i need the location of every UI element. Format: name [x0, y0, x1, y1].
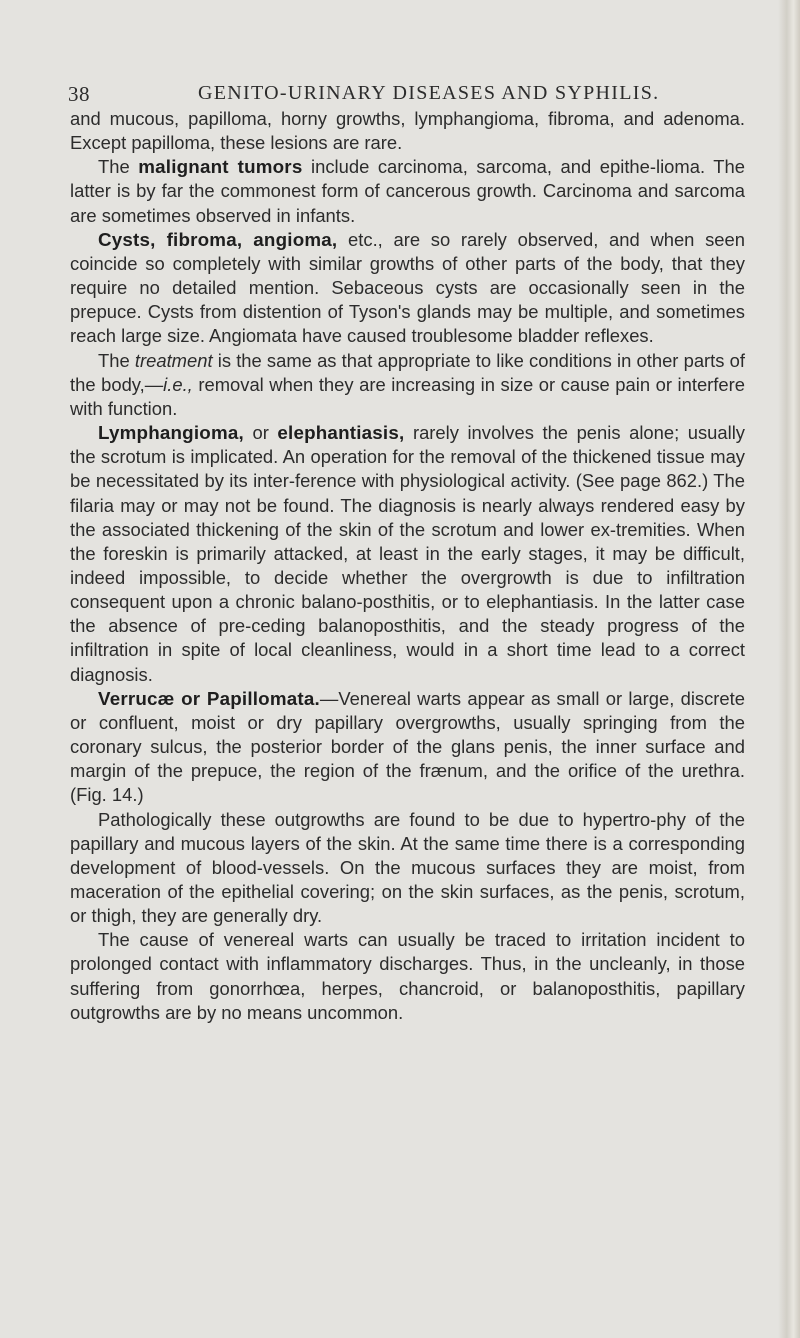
- paragraph-verrucae: [70, 687, 745, 808]
- paragraph-pathology: [70, 808, 745, 929]
- paragraph-6-text: —Venereal warts appear as small or large, discrete or confluent, moist or dry papillary overgrowths, usually springing from the coronary sulcus, the posterior border of the glans penis, the inner surface and margin of the prepuce, the region of the frænum, and the orifice of the urethra. (Fig. 14.): [70, 687, 745, 806]
- paragraph-1-text: and mucous, papilloma, horny growths, lymphangioma, fibroma, and adenoma. Except papilloma, these lesions are rare.: [70, 108, 745, 154]
- page-edge: [778, 0, 800, 1338]
- paragraph-3-text: etc., are so rarely observed, and when seen coincide so completely with similar growths of other parts of the body, that they require no detailed mention. Sebaceous cysts are occasionally seen in the prepuce. Cysts from distention of Tyson's glands may be multiple, and sometimes reach large size. Angiomata have caused troublesome bladder reflexes.: [70, 228, 745, 347]
- paragraph-4-text: removal when they are increasing in size or cause pain or interfere with function.: [70, 373, 745, 419]
- paragraph-lymphangioma: [70, 421, 745, 687]
- paragraph-5-text: rarely involves the penis alone; usually the scrotum is implicated. An operation for the removal of the thickened tissue may be necessitated by its inter-ference with physiological activity. (See page 862.) The filaria may or may not be found. The diagnosis is nearly always rendered easy by the associated thickening of the skin of the scrotum and lower ex-tremities. When the foreskin is primarily attacked, at least in the early stages, it may be difficult, indeed impossible, to decide whether the overgrowth is due to infiltration consequent upon a chronic balano-posthitis, or to elephantiasis. In the latter case the absence of pre-ceding balanoposthitis, and the steady progress of the infiltration in spite of local cleanliness, would in a short time lead to a correct diagnosis.: [70, 422, 745, 685]
- paragraph-treatment: [70, 349, 745, 421]
- term-malignant-tumors: malignant tumors: [138, 156, 303, 178]
- paragraph-4-pre: The: [98, 349, 135, 371]
- body-text: [70, 107, 745, 1025]
- paragraph-1: [70, 107, 745, 155]
- paragraph-cysts: [70, 228, 745, 349]
- paragraph-cause: [70, 928, 745, 1025]
- abbrev-ie: i.e.,: [163, 373, 193, 395]
- paragraph-7-text: Pathologically these outgrowths are found to be due to hypertro-phy of the papillary and mucous layers of the skin. At the same time there is a corresponding development of blood-vessels. On the mucous surfaces they are moist, from maceration of the epithelial covering; on the skin surfaces, as the penis, scrotum, or thigh, they are generally dry.: [70, 808, 745, 927]
- term-elephantiasis: elephantiasis,: [277, 422, 405, 444]
- paragraph-4-mid: is the same as that appropriate to like conditions in other parts of the body,—: [70, 349, 745, 395]
- paragraph-5-mid: or: [243, 422, 278, 444]
- term-verrucae-papillomata: Verrucæ or Papillomata.: [98, 687, 320, 709]
- running-head: GENITO-URINARY DISEASES AND SYPHILIS.: [198, 82, 660, 104]
- paragraph-2-pre: The: [98, 156, 139, 178]
- term-cysts-fibroma-angioma: Cysts, fibroma, angioma,: [98, 228, 338, 250]
- paragraph-2-text: include carcinoma, sarcoma, and epithe-lioma. The latter is by far the commonest form of cancerous growth. Carcinoma and sarcoma are sometimes observed in infants.: [70, 156, 745, 226]
- paragraph-malignant-tumors: [70, 155, 745, 227]
- paragraph-8-text: The cause of venereal warts can usually be traced to irritation incident to prolonged contact with inflammatory discharges. Thus, in the uncleanly, in those suffering from gonorrhœa, herpes, chancroid, or balanoposthitis, papillary outgrowths are by no means uncommon.: [70, 929, 745, 1023]
- term-treatment: treatment: [134, 349, 213, 371]
- page-number: 38: [68, 82, 90, 106]
- term-lymphangioma: Lymphangioma,: [98, 422, 244, 444]
